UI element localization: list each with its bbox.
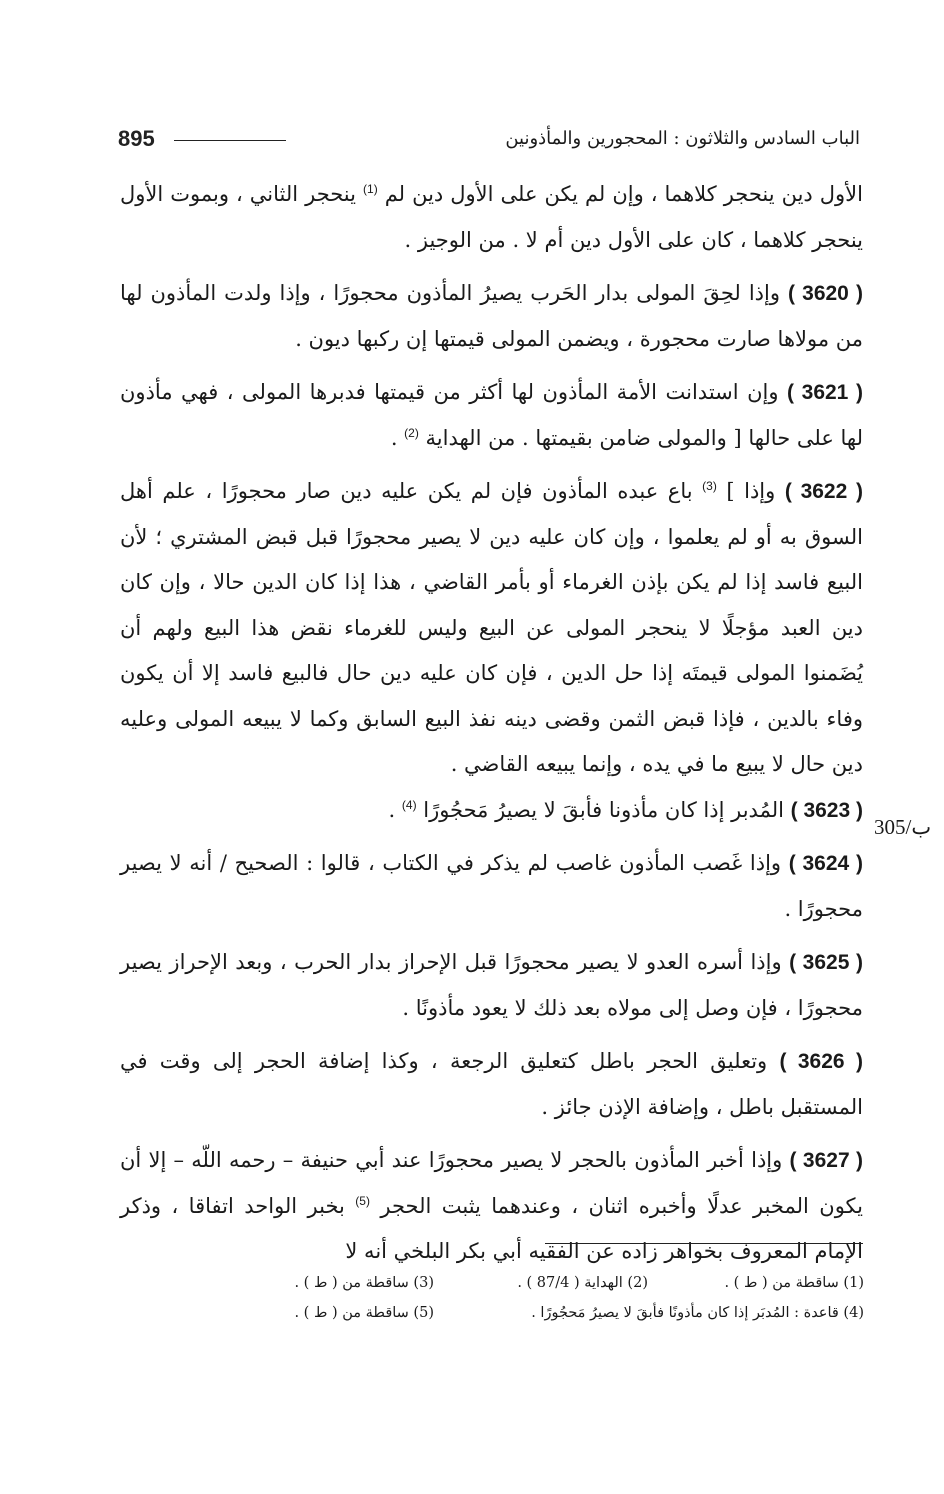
footnote-row bbox=[200, 1268, 864, 1298]
footnote-2: (2) الهداية ( 87/4 ) . bbox=[517, 1275, 648, 1291]
paragraph-3621: ( 3621 ) وإن استدانت الأمة المأذون لها أكثر من قيمتها فدبرها المولى ، فهي مأذون لها على حالها [ والمولى ضامن بقيمتها . من الهداية $^{(2)}$ . bbox=[120, 380, 864, 450]
paragraph-3620: ( 3620 ) وإذا لحِقَ المولى بدار الحَرب يصيرُ المأذون محجورًا ، وإذا ولدت المأذون لها من مولاها صارت محجورة ، ويضمن المولى قيمتها إن ركبها ديون . bbox=[120, 281, 864, 351]
entry-number: ( 3623 ) bbox=[790, 798, 863, 822]
running-title: الباب السادس والثلاثون : المحجورين والمأذونين bbox=[505, 128, 860, 149]
footnote-3: (3) ساقطة من ( ط ) . bbox=[294, 1275, 434, 1291]
entry-number: ( 3624 ) bbox=[788, 852, 863, 875]
footnote-ref: (3) bbox=[702, 479, 717, 493]
entry-number: ( 3626 ) bbox=[779, 1050, 864, 1073]
header-rule bbox=[174, 140, 286, 141]
footnote-ref: (4) bbox=[401, 797, 417, 812]
paragraph-3627: ( 3627 ) وإذا أخبر المأذون بالحجر لا يصير محجورًا عند أبي حنيفة – رحمه اللّه – إلا أن يكون المخبر عدلًا وأخبره اثنان ، وعندهما يثبت الحجر $^{(5)}$ بخبر الواحد اتفاقا ، وذكر الإمام المعروف بخواهر زاده عن الفقيه أبي بكر البلخي أنه لا bbox=[120, 1148, 864, 1263]
entry-number: ( 3620 ) bbox=[787, 282, 864, 305]
footnotes bbox=[200, 1268, 864, 1328]
paragraph-3625: ( 3625 ) وإذا أسره العدو لا يصير محجورًا قبل الإحراز بدار الحرب ، وبعد الإحراز يصير محجورًا ، فإن وصل إلى مولاه بعد ذلك لا يعود مأذونًا . bbox=[120, 950, 863, 1020]
entry-number: ( 3627 ) bbox=[789, 1149, 864, 1172]
footnote-4: (4) قاعدة : المُدبَر إذا كان مأذونًا فأبقَ لا يصيرُ مَحجُورًا . bbox=[531, 1305, 864, 1321]
paragraph-3623: ( 3623 ) المُدبر إذا كان مأذونا فأبقَ لا يصيرُ مَحجُورًا $^{(4)}$ . bbox=[388, 797, 863, 822]
entry-number: ( 3625 ) bbox=[789, 951, 863, 974]
paragraph-3626: ( 3626 ) وتعليق الحجر باطل كتعليق الرجعة ، وكذا إضافة الحجر إلى وقت في المستقبل باطل ، وإضافة الإذن جائز . bbox=[120, 1049, 864, 1119]
footnote-separator bbox=[545, 1243, 863, 1244]
footnote-ref: (1) bbox=[363, 182, 378, 196]
margin-folio-note: 305/ب bbox=[874, 815, 932, 839]
footnote-ref: (2) bbox=[404, 425, 419, 440]
paragraph-3622: ( 3622 ) وإذا ] $^{(3)}$ باع عبده المأذون فإن لم يكن عليه دين صار محجورًا ، علم أهل السوق به أو لم يعلموا ، وإن كان عليه دين لا يصير محجورًا قبل قبض المشتري ؛ لأن البيع فاسد إذا لم يكن بإذن الغرماء أو بأمر القاضي ، هذا إذا كان الدين حالا ، وإن كان دين العبد مؤجلًا لا ينحجر المولى عن البيع وليس للغرماء نقض هذا البيع ولهم أن يُضَمنوا المولى قيمتَه إذا حل الدين ، فإن كان عليه دين حال فالبيع فاسد إلا أن يكون وفاء بالدين ، فإذا قبض الثمن وقضى دينه نفذ البيع السابق وكما لا يبيعه المولى وعليه دين حال لا يبيع ما في يده ، وإنما يبيعه القاضي . bbox=[120, 479, 863, 776]
paragraph-continuation: الأول دين ينحجر كلاهما ، وإن لم يكن على الأول دين لم $^{(1)}$ ينحجر الثاني ، وبموت الأول ينحجر كلاهما ، كان على الأول دين أم لا . من الوجيز . bbox=[120, 182, 863, 252]
paragraph-3624: ( 3624 ) وإذا غَصب المأذون غاصب لم يذكر في الكتاب ، قالوا : الصحيح / أنه لا يصير محجورًا . bbox=[120, 851, 863, 921]
footnote-1: (1) ساقطة من ( ط ) . bbox=[724, 1275, 864, 1291]
page-number: 895 bbox=[118, 126, 155, 151]
entry-number: ( 3621 ) bbox=[786, 381, 864, 404]
entry-number: ( 3622 ) bbox=[784, 480, 863, 503]
footnote-5: (5) ساقطة من ( ط ) . bbox=[294, 1305, 434, 1321]
footnote-row bbox=[200, 1298, 864, 1328]
page-header bbox=[118, 122, 860, 156]
main-text bbox=[120, 172, 863, 1275]
footnote-ref: (5) bbox=[355, 1193, 370, 1208]
